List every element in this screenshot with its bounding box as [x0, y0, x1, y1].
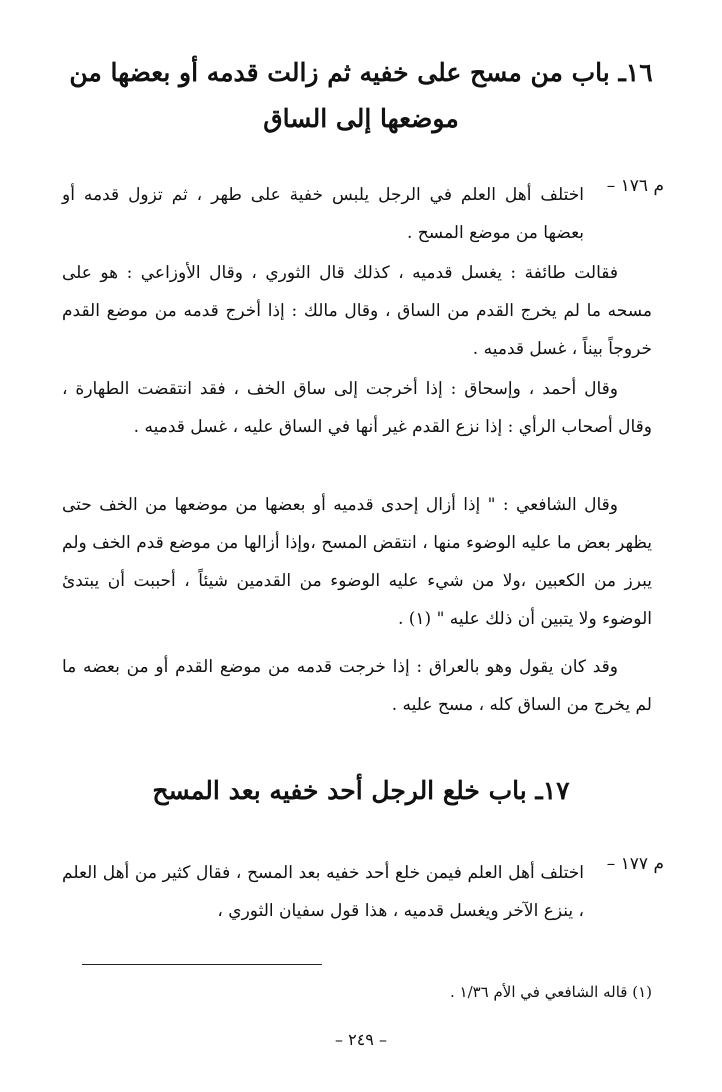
- masala-176-paragraph-1: فقالت طائفة : يغسل قدميه ، كذلك قال الثوري ، وقال الأوزاعي : هو على مسحه ما لم يخرج القدم من الساق ، وقال مالك : إذا أخرج قدمه من موضع القدم خروجاً بيناً ، غسل قدميه .: [62, 263, 652, 359]
- masala-176-paragraph-4: وقد كان يقول وهو بالعراق : إذا خرجت قدمه من موضع القدم أو من بعضه ما لم يخرج من الساق كله ، مسح عليه .: [62, 657, 652, 715]
- masala-176-paragraph-2: وقال أحمد ، وإسحاق : إذا أخرجت إلى ساق الخف ، فقد انتقضت الطهارة ، وقال أصحاب الرأي : إذا نزع القدم غير أنها في الساق عليه ، غسل قدميه .: [62, 379, 652, 437]
- masala-177-intro: اختلف أهل العلم فيمن خلع أحد خفيه بعد المسح ، فقال كثير من أهل العلم ، ينزع الآخر ويغسل قدميه ، هذا قول سفيان الثوري ،: [62, 863, 584, 921]
- section-17-heading: ١٧ـ باب خلع الرجل أحد خفيه بعد المسح: [152, 776, 570, 805]
- masala-176-label: م ١٧٦ –: [606, 176, 664, 196]
- footnote: (١) قاله الشافعي في الأم ١/٣٦ .: [449, 983, 652, 1001]
- masala-176-paragraph-3: وقال الشافعي : " إذا أزال إحدى قدميه أو بعضها من موضعها من الخف حتى يظهر بعض ما عليه الوضوء منها ، انتقض المسح ،وإذا أزالها من موضع قدم الخف ولم يبرز من الكعبين ،ولا من شيء عليه الوضوء من القدمين شيئاً ، أحببت أن يبتدئ الوضوء ولا يتبين أن ذلك عليه " (١) .: [62, 495, 652, 629]
- footnote-divider: [82, 964, 322, 965]
- section-16-heading-line1: ١٦ـ باب من مسح على خفيه ثم زالت قدمه أو بعضها من: [69, 58, 653, 87]
- section-16-heading-line2: موضعها إلى الساق: [263, 104, 459, 133]
- masala-176-intro: اختلف أهل العلم في الرجل يلبس خفية على طهر ، ثم تزول قدمه أو بعضها من موضع المسح .: [62, 185, 584, 243]
- masala-177-label: م ١٧٧ –: [606, 854, 664, 874]
- page-number: – ٢٤٩ –: [335, 1030, 387, 1049]
- section-16-heading: [60, 50, 662, 142]
